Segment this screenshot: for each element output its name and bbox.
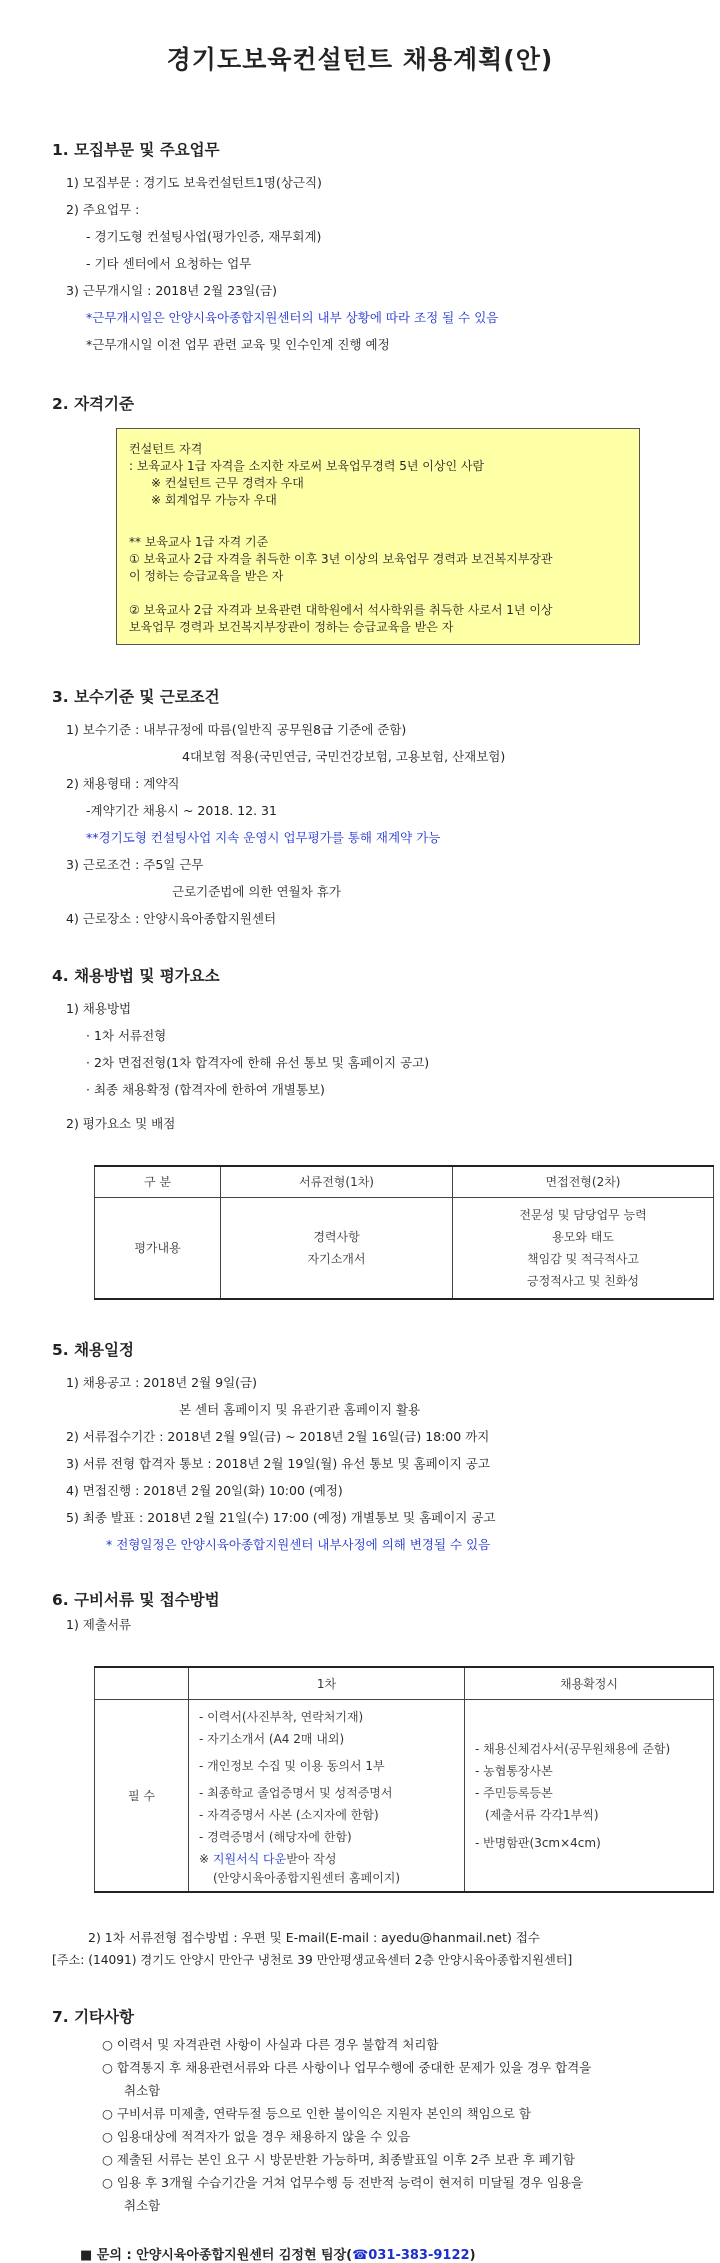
etc-item: ○ 임용대상에 적격자가 없을 경우 채용하지 않을 수 있음 (102, 2129, 411, 2144)
table-cell (453, 1197, 714, 1299)
text-line: 2) 채용형태 : 계약직 (66, 776, 180, 791)
text-line: *근무개시일 이전 업무 관련 교육 및 인수인계 진행 예정 (86, 337, 390, 352)
document-title: 경기도보육컨설턴트 채용계획(안) (166, 45, 554, 74)
table-header: 구 분 (95, 1166, 221, 1197)
notice-line: **경기도형 컨설팅사업 지속 운영시 업무평가를 통해 재계약 가능 (86, 830, 441, 845)
doc-item: - 경력증명서 (해당자에 한함) (199, 1830, 352, 1844)
text-line: 3) 근로조건 : 주5일 근무 (66, 857, 204, 872)
documents-table (94, 1666, 714, 1894)
doc-item: - 자기소개서 (A4 2매 내외) (199, 1732, 345, 1746)
doc-item: - 반명함판(3cm×4cm) (475, 1835, 601, 1850)
table-header: 서류전형(1차) (221, 1166, 453, 1197)
text-line: - 경기도형 컨설팅사업(평가인증, 재무회계) (86, 229, 322, 244)
text-line: 5) 최종 발표 : 2018년 2월 21일(수) 17:00 (예정) 개별통보 및 홈페이지 공고 (66, 1509, 496, 1525)
doc-item: (제출서류 각각1부씩) (485, 1807, 599, 1822)
final-docs (465, 1700, 714, 1893)
text-line: 2) 1차 서류전형 접수방법 : 우편 및 E-mail(E-mail : ayedu@hanmail.net) 접수 (88, 1930, 541, 1945)
text-line: 3) 서류 전형 합격자 통보 : 2018년 2월 19일(월) 유선 통보 및 홈페이지 공고 (66, 1455, 490, 1471)
text-line: 4) 근로장소 : 안양시육아종합지원센터 (66, 911, 277, 926)
section-heading: 3. 보수기준 및 근로조건 (52, 688, 220, 706)
text-line: - 기타 센터에서 요청하는 업무 (86, 256, 252, 271)
doc-item: - 주민등록등본 (475, 1785, 553, 1800)
text-line: 2) 서류접수기간 : 2018년 2월 9일(금) ~ 2018년 2월 16일(금) 18:00 까지 (66, 1428, 490, 1444)
text-line: · 2차 면접전형(1차 합격자에 한해 유선 통보 및 홈페이지 공고) (86, 1055, 430, 1070)
etc-item: ○ 이력서 및 자격관련 사항이 사실과 다른 경우 불합격 처리함 (102, 2037, 439, 2052)
text-line: 4대보험 적용(국민연금, 국민건강보험, 고용보험, 산재보험) (182, 749, 506, 764)
cell-line: 긍정적사고 및 친화성 (527, 1273, 639, 1288)
section-heading: 2. 자격기준 (52, 395, 134, 413)
text-line: 4) 면접진행 : 2018년 2월 20일(화) 10:00 (예정) (66, 1482, 343, 1498)
first-round-docs (189, 1700, 465, 1893)
cell-line: 전문성 및 담당업무 능력 (519, 1207, 647, 1222)
doc-item: - 자격증명서 사본 (소지자에 한함) (199, 1808, 379, 1822)
section-heading: 1. 모집부문 및 주요업무 (52, 141, 220, 159)
section-compensation (36, 685, 684, 928)
section-heading: 6. 구비서류 및 접수방법 (52, 1590, 220, 1609)
cell-line: 책임감 및 적극적사고 (527, 1251, 639, 1266)
section-heading: 4. 채용방법 및 평가요소 (52, 967, 220, 985)
row-label: 평가내용 (95, 1197, 221, 1299)
text-line: -계약기간 채용시 ~ 2018. 12. 31 (86, 803, 277, 818)
text-line: 본 센터 홈페이지 및 유관기관 홈페이지 활용 (179, 1401, 421, 1417)
note-text: 받아 작성 (286, 1852, 337, 1866)
text-line: 1) 제출서류 (66, 1616, 132, 1632)
text-line: 2) 평가요소 및 배점 (66, 1116, 176, 1131)
text-line: 근로기준법에 의한 연월차 휴가 (172, 884, 341, 899)
evaluation-table (94, 1165, 714, 1300)
text-line: 1) 채용방법 (66, 1001, 132, 1016)
cell-line: 용모와 태도 (552, 1229, 614, 1244)
doc-item: - 채용신체검사서(공무원채용에 준함) (475, 1741, 671, 1756)
doc-note (199, 1848, 454, 1870)
table-header: 면접전형(2차) (453, 1166, 714, 1197)
box-line: ※ 컨설턴트 근무 경력자 우대 (151, 476, 304, 490)
section-recruitment (36, 138, 684, 354)
text-line: 1) 보수기준 : 내부규정에 따름(일반직 공무원8급 기준에 준함) (66, 722, 407, 737)
section-selection (36, 964, 684, 1300)
text-line: 2) 주요업무 : (66, 202, 140, 217)
contact-phone[interactable]: ☎031-383-9122 (352, 2248, 470, 2263)
address-line: [주소: (14091) 경기도 안양시 만안구 냉천로 39 만안평생교육센터 2층 안양시육아종합지원센터] (52, 1953, 573, 1967)
box-line: ② 보육교사 2급 자격과 보육관련 대학원에서 석사학위를 취득한 사로서 1년 이상 (129, 603, 553, 617)
section-heading: 7. 기타사항 (52, 2008, 134, 2026)
etc-item: ○ 합격통지 후 채용관련서류와 다른 사항이나 업무수행에 중대한 문제가 있을 경우 합격을 (102, 2060, 592, 2075)
box-line: 컨설턴트 자격 (129, 442, 203, 456)
table-header (95, 1667, 189, 1700)
text-line: · 최종 채용확정 (합격자에 한하여 개별통보) (86, 1082, 325, 1097)
doc-item: - 개인정보 수집 및 이용 동의서 1부 (199, 1759, 385, 1773)
note-mark: ※ (199, 1852, 213, 1866)
doc-item: - 이력서(사진부착, 연락처기재) (199, 1710, 364, 1724)
doc-item: - 최종학교 졸업증명서 및 성적증명서 (199, 1786, 393, 1800)
section-heading: 5. 채용일정 (52, 1340, 134, 1359)
section-schedule (36, 1338, 684, 1554)
section-documents (36, 1588, 684, 1970)
table-cell (221, 1197, 453, 1299)
table-header: 채용확정시 (465, 1667, 714, 1700)
box-line: : 보육교사 1급 자격을 소지한 자로써 보육업무경력 5년 이상인 사람 (129, 459, 485, 473)
text-line: 1) 채용공고 : 2018년 2월 9일(금) (66, 1374, 257, 1390)
etc-item: 취소함 (124, 2083, 161, 2098)
doc-item: - 농협통장사본 (475, 1763, 553, 1778)
contact-text: ) (469, 2248, 476, 2263)
etc-item: 취소함 (124, 2198, 161, 2213)
cell-line: 경력사항 (313, 1229, 360, 1244)
box-line: ① 보육교사 2급 자격을 취득한 이후 3년 이상의 보육업무 경력과 보건복지부장관 (129, 552, 553, 566)
cell-line: 자기소개서 (307, 1251, 366, 1266)
contact-line (80, 2244, 684, 2263)
etc-item: ○ 제출된 서류는 본인 요구 시 방문반환 가능하며, 최종발표일 이후 2주 보관 후 폐기함 (102, 2152, 575, 2167)
contact-text: ■ 문의 : 안양시육아종합지원센터 김정현 팀장( (80, 2248, 353, 2263)
box-line: ※ 회계업무 가능자 우대 (151, 493, 277, 507)
etc-item: ○ 구비서류 미제출, 연락두절 등으로 인한 불이익은 지원자 본인의 책임으로 함 (102, 2106, 531, 2121)
box-line: 보육업무 경력과 보건복지부장관이 정하는 승급교육을 받은 자 (129, 620, 454, 634)
text-line: 3) 근무개시일 : 2018년 2월 23일(금) (66, 283, 278, 298)
box-line: 이 정하는 승급교육을 받은 자 (129, 569, 284, 583)
table-header: 1차 (189, 1667, 465, 1700)
notice-line: *근무개시일은 안양시육아종합지원센터의 내부 상황에 따라 조정 될 수 있음 (86, 310, 499, 325)
text-line: 1) 모집부문 : 경기도 보육컨설턴트1명(상근직) (66, 175, 322, 190)
section-qualification (36, 392, 684, 645)
download-link[interactable]: 지원서식 다운 (212, 1852, 287, 1866)
section-etc (36, 2005, 684, 2263)
notice-line: * 전형일정은 안양시육아종합지원센터 내부사정에 의해 변경될 수 있음 (106, 1536, 491, 1552)
doc-note: (안양시육아종합지원센터 홈페이지) (213, 1871, 401, 1885)
box-line: ** 보육교사 1급 자격 기준 (129, 535, 269, 549)
etc-item: ○ 임용 후 3개월 수습기간을 거쳐 업무수행 등 전반적 능력이 현저히 미달될 경우 임용을 (102, 2175, 584, 2190)
row-label: 필 수 (95, 1700, 189, 1893)
qualification-box (116, 428, 640, 645)
text-line: · 1차 서류전형 (86, 1028, 167, 1043)
